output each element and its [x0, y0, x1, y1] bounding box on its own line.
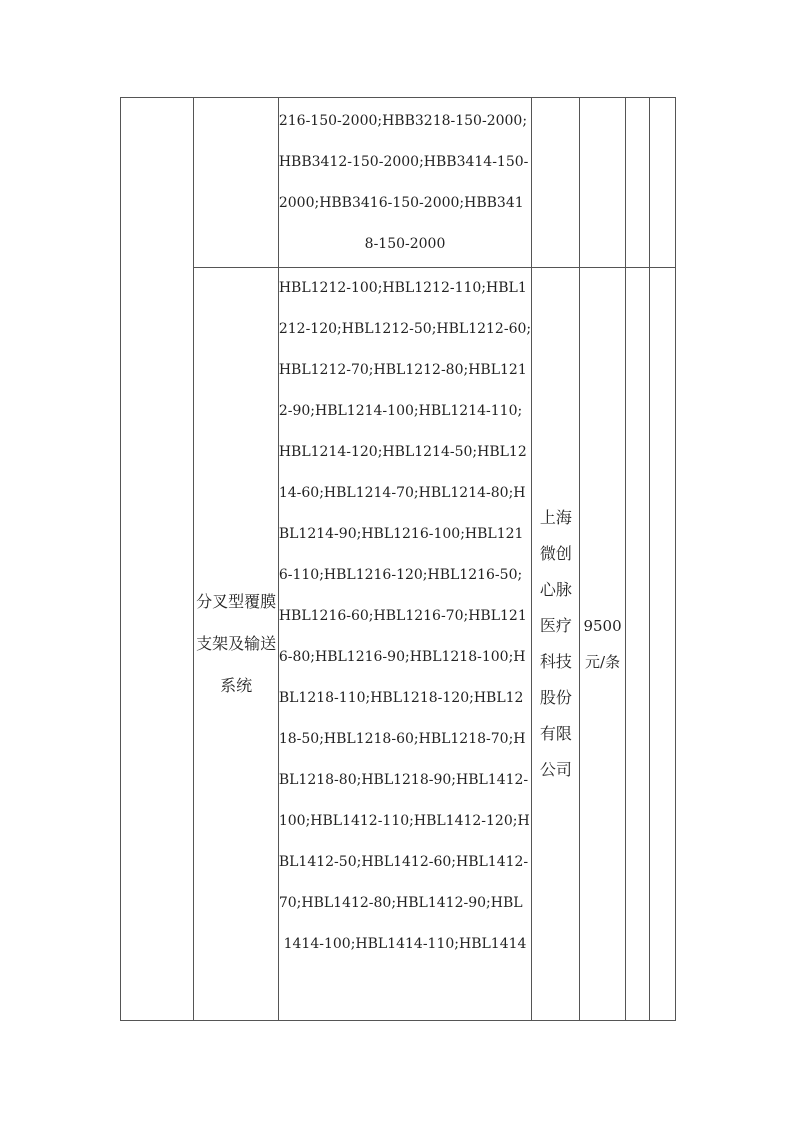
spec-cell: HBL1212-100;HBL1212-110;HBL1212-120;HBL1212-50;HBL1212-60;HBL1212-70;HBL1212-80;HBL1212-90;HBL1214-100;HBL1214-110;HBL1214-120;HBL1214-50;HBL1214-60;HBL1214-70;HBL1214-80;HBL1214-90;HBL1216-100;HBL1216-110;HBL1216-120;HBL1216-50;HBL1216-60;HBL1216-70;HBL1216-80;HBL1216-90;HBL1218-100;HBL1218-110;HBL1218-120;HBL1218-50;HBL1218-60;HBL1218-70;HBL1218-80;HBL1218-90;HBL1412-100;HBL1412-110;HBL1412-120;HBL1412-50;HBL1412-60;HBL1412-70;HBL1412-80;HBL1412-90;HBL1414-100;HBL1414-110;HBL1414: [278, 268, 531, 1021]
product-name-cell: [194, 98, 278, 268]
price-cell: 9500元/条: [580, 268, 625, 1021]
product-name-cell: 分叉型覆膜支架及输送系统: [194, 268, 278, 1021]
table-row: [121, 98, 676, 268]
extra-cell: [649, 268, 675, 1021]
product-table: [120, 97, 676, 1021]
price-cell: [580, 98, 625, 268]
extra-cell: [625, 268, 649, 1021]
index-cell: [121, 98, 194, 1021]
manufacturer-cell: 上海微创心脉医疗科技股份有限公司: [532, 268, 580, 1021]
extra-cell: [649, 98, 675, 268]
spec-cell: 216-150-2000;HBB3218-150-2000;HBB3412-150-2000;HBB3414-150-2000;HBB3416-150-2000;HBB3418-150-2000: [278, 98, 531, 268]
table-row: [121, 268, 676, 1021]
manufacturer-cell: [532, 98, 580, 268]
extra-cell: [625, 98, 649, 268]
